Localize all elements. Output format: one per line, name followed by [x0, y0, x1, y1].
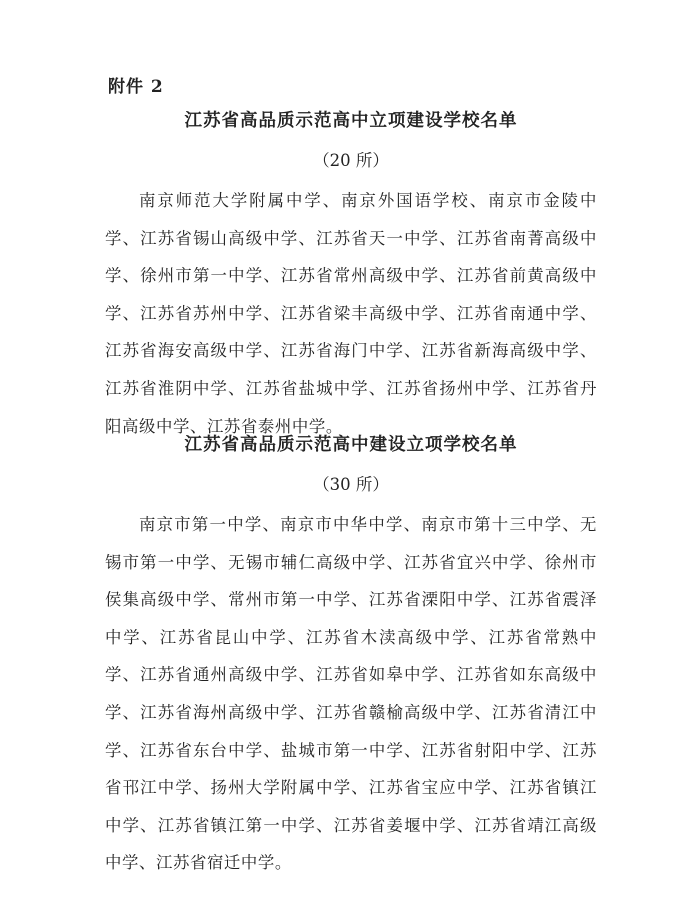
section-title: 江苏省高品质示范高中立项建设学校名单 — [184, 111, 518, 131]
section-title: 江苏省高品质示范高中建设立项学校名单 — [184, 435, 518, 455]
school-count: （20 所） — [313, 151, 389, 170]
school-list-section — [105, 106, 597, 462]
attachment-label: 附件 2 — [108, 77, 164, 97]
school-count: （30 所） — [313, 475, 389, 494]
school-list-text: 南京市第一中学、南京市中华中学、南京市第十三中学、无锡市第一中学、无锡市辅仁高级中学、江苏省宜兴中学、徐州市侯集高级中学、常州市第一中学、江苏省溧阳中学、江苏省震泽中学、江苏省昆山中学、江苏省木渎高级中学、江苏省常熟中学、江苏省通州高级中学、江苏省如皋中学、江苏省如东高级中学、江苏省海州高级中学、江苏省赣榆高级中学、江苏省清江中学、江苏省东台中学、盐城市第一中学、江苏省射阳中学、江苏省邗江中学、扬州大学附属中学、江苏省宝应中学、江苏省镇江中学、江苏省镇江第一中学、江苏省姜堰中学、江苏省靖江高级中学、江苏省宿迁中学。 — [105, 515, 597, 873]
school-list-section — [105, 430, 597, 898]
school-list-text: 南京师范大学附属中学、南京外国语学校、南京市金陵中学、江苏省锡山高级中学、江苏省天一中学、江苏省南菁高级中学、徐州市第一中学、江苏省常州高级中学、江苏省前黄高级中学、江苏省苏州中学、江苏省梁丰高级中学、江苏省南通中学、江苏省海安高级中学、江苏省海门中学、江苏省新海高级中学、江苏省淮阴中学、江苏省盐城中学、江苏省扬州中学、江苏省丹阳高级中学、江苏省泰州中学。 — [105, 191, 597, 436]
